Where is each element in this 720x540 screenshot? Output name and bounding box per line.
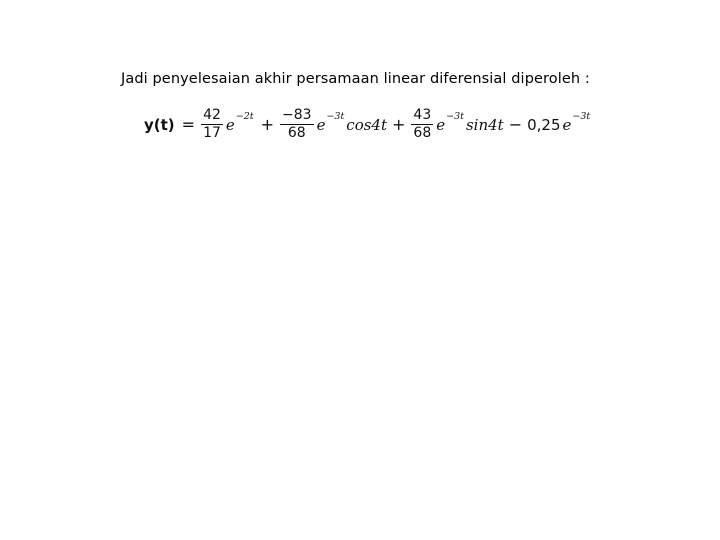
plus-sign: + xyxy=(392,115,406,134)
fraction-denominator: 68 xyxy=(287,125,306,141)
exponent: −3t xyxy=(446,111,464,122)
exponent: −2t xyxy=(235,111,254,122)
exp-base: e xyxy=(225,115,235,134)
fraction-numerator: 42 xyxy=(203,107,221,123)
equation-lhs: y(t) xyxy=(144,115,175,134)
exp-base: e xyxy=(562,115,572,134)
fraction-numerator: −83 xyxy=(282,107,312,123)
fraction-term-1 xyxy=(201,108,223,141)
fraction-denominator: 17 xyxy=(203,125,221,141)
exp-base: e xyxy=(316,115,326,134)
coefficient: 0,25 xyxy=(527,115,561,134)
fraction-numerator: 43 xyxy=(413,107,432,123)
caption-text: Jadi penyelesaian akhir persamaan linear diferensial diperoleh : xyxy=(121,71,590,87)
fraction-denominator: 68 xyxy=(413,125,432,141)
equals-sign: = xyxy=(181,115,196,134)
exponent: −3t xyxy=(572,111,591,122)
fraction-term-3 xyxy=(411,108,433,141)
fraction-term-2 xyxy=(280,108,314,141)
plus-sign: + xyxy=(260,115,275,134)
exponent: −3t xyxy=(326,111,345,122)
exp-base: e xyxy=(436,115,446,134)
solution-equation xyxy=(144,108,592,141)
minus-sign: − xyxy=(508,115,523,134)
trig-factor: sin4t xyxy=(465,115,504,134)
trig-factor: cos4t xyxy=(346,115,387,134)
